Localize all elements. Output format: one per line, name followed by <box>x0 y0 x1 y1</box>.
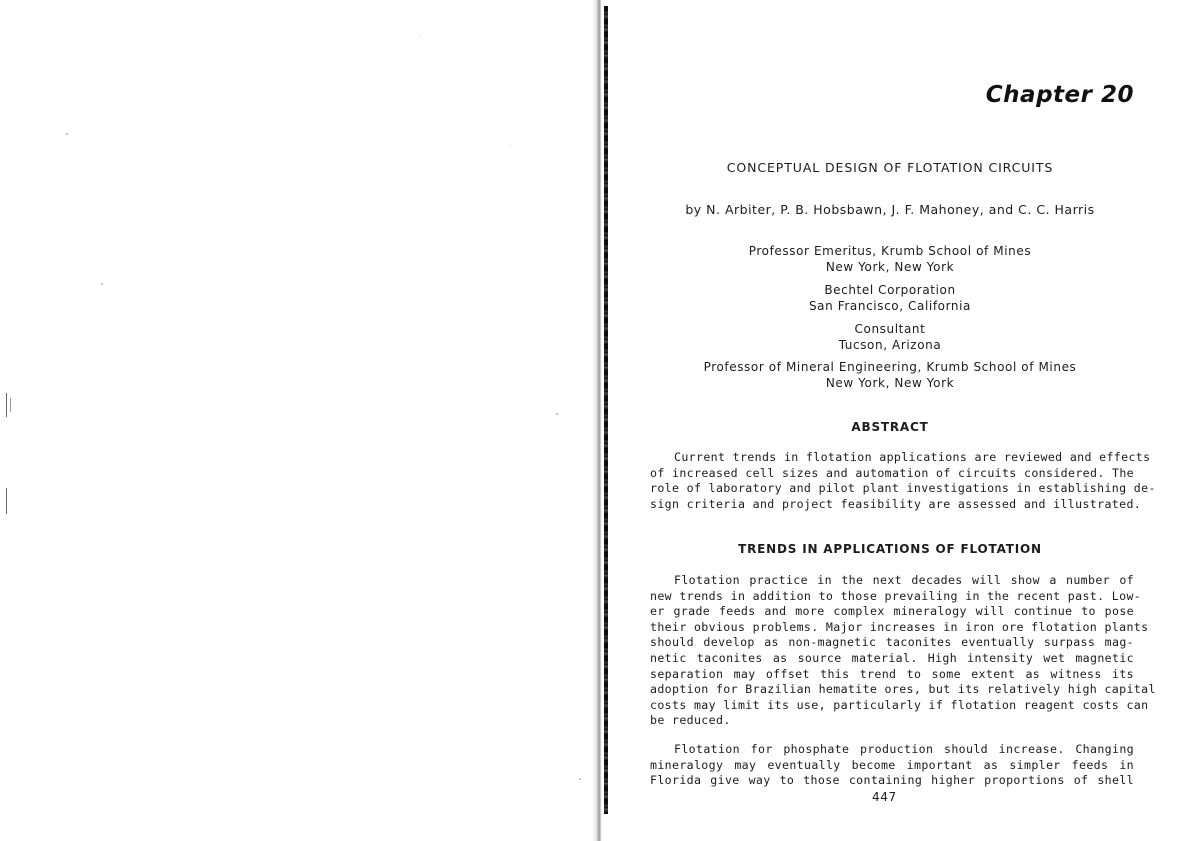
scan-speck <box>510 145 511 146</box>
text-line: should develop as non-magnetic taconites eventually surpass mag- <box>650 635 1134 650</box>
text-line: new trends in addition to those prevailing in the recent past. Low- <box>650 588 1142 603</box>
chapter-heading: Chapter 20 <box>985 82 1134 108</box>
scan-edge-mark <box>6 488 7 514</box>
text-line: adoption for Brazilian hematite ores, but its relatively high capital <box>650 682 1156 697</box>
text-line: netic taconites as source material. High intensity wet magnetic <box>650 650 1134 665</box>
affiliation-line: San Francisco, California <box>808 299 972 313</box>
scan-edge-mark <box>10 398 11 412</box>
text-line: separation may offset this trend to some extent as witness its <box>650 666 1134 681</box>
text-line: Florida give way to those containing higher proportions of shell <box>650 773 1134 788</box>
scan-speck <box>420 36 421 37</box>
book-binding-edge <box>604 6 608 814</box>
text-line: costs may limit its use, particularly if flotation reagent costs can <box>650 697 1149 712</box>
affiliation-block <box>654 282 1126 314</box>
scan-speck <box>66 133 68 135</box>
text-line: of increased cell sizes and automation of circuits considered. The <box>650 465 1134 480</box>
affiliation-block <box>654 321 1126 353</box>
page-number: 447 <box>872 790 897 804</box>
text-line: mineralogy may eventually become important as simpler feeds in <box>650 757 1134 772</box>
author-list: by N. Arbiter, P. B. Hobsbawn, J. F. Mahoney, and C. C. Harris <box>685 202 1095 217</box>
affiliation-line: Consultant <box>854 322 926 336</box>
affiliation-line: Professor of Mineral Engineering, Krumb School of Mines <box>703 360 1077 374</box>
affiliation-block <box>654 243 1126 275</box>
text-line: Flotation practice in the next decades will show a number of <box>674 573 1134 587</box>
left-blank-page <box>0 0 598 841</box>
scan-speck <box>556 413 558 415</box>
scan-speck <box>101 283 103 285</box>
text-line: Current trends in flotation applications are reviewed and effects <box>674 450 1151 464</box>
affiliation-line: Professor Emeritus, Krumb School of Mines <box>748 244 1032 258</box>
affiliation-line: Tucson, Arizona <box>838 338 942 352</box>
scan-edge-mark <box>6 393 7 417</box>
paper-title: CONCEPTUAL DESIGN OF FLOTATION CIRCUITS <box>726 160 1054 175</box>
affiliation-line: New York, New York <box>825 260 955 274</box>
book-gutter-shadow <box>592 0 614 841</box>
right-text-page <box>614 0 1200 841</box>
affiliation-line: Bechtel Corporation <box>824 283 956 297</box>
body-paragraph <box>650 573 1156 729</box>
section-heading: TRENDS IN APPLICATIONS OF FLOTATION <box>738 542 1042 556</box>
text-line: Flotation for phosphate production should increase. Changing <box>674 742 1134 756</box>
text-line: be reduced. <box>650 713 731 728</box>
text-line: role of laboratory and pilot plant investigations in establishing de- <box>650 481 1156 496</box>
abstract-heading: ABSTRACT <box>851 420 929 434</box>
text-line: sign criteria and project feasibility are assessed and illustrated. <box>650 496 1142 511</box>
scan-speck <box>579 778 581 780</box>
text-line: er grade feeds and more complex mineralogy will continue to pose <box>650 604 1134 619</box>
affiliation-line: New York, New York <box>825 376 955 390</box>
text-line: their obvious problems. Major increases in iron ore flotation plants <box>650 619 1149 634</box>
body-paragraph <box>650 742 1134 789</box>
abstract-paragraph <box>650 450 1156 512</box>
affiliation-block <box>654 359 1126 391</box>
